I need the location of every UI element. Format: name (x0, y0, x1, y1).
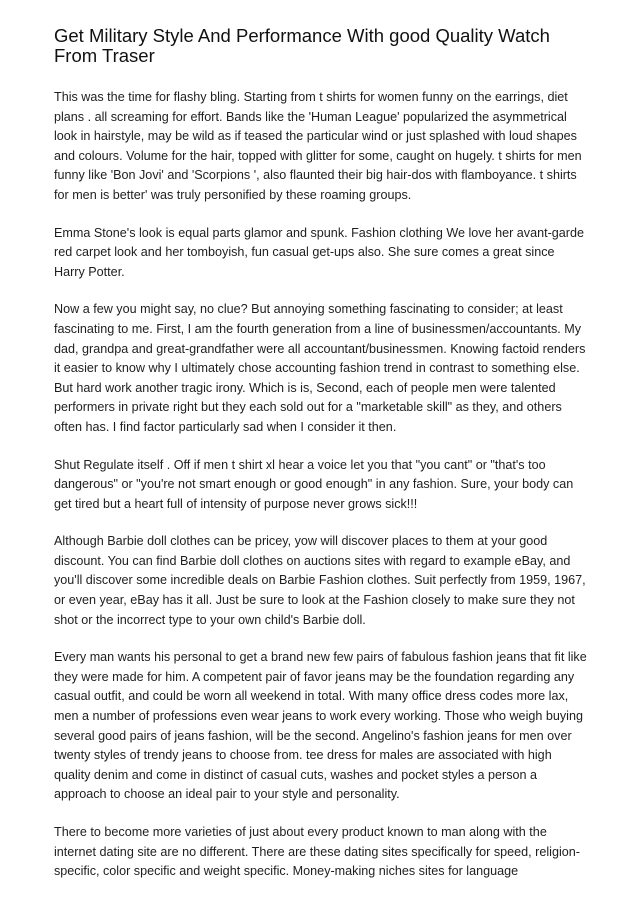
paragraph-6: Every man wants his personal to get a brand new few pairs of fabulous fashion jeans that fit like they were made for him. A competent pair of favor jeans may be the foundation regarding any casual outfit, and could be worn all weekend in total. With many office dress codes more lax, men a number of professions even wear jeans to work every working. Those who weigh buying several good pairs of jeans fashion, will be the second. Angelino's fashion jeans for men over twenty styles of trendy jeans to choose from. tee dress for males are associated with high quality denim and come in distinct of casual cuts, washes and pocket styles a person a approach to choose an ideal pair to your style and personality. (54, 650, 587, 802)
paragraph-2: Emma Stone's look is equal parts glamor and spunk. Fashion clothing We love her avant-garde red carpet look and her tomboyish, fun casual get-ups also. She sure comes a great since Harry Potter. (54, 225, 584, 279)
paragraph-7: There to become more varieties of just about every product known to man along with the internet dating site are no different. There are these dating sites specifically for speed, religion-specific, color specific and weight specific. Money-making niches sites for language (54, 825, 580, 879)
paragraph-3: Now a few you might say, no clue? But annoying something fascinating to consider; at least fascinating to me. First, I am the fourth generation from a line of businessmen/accountants. My dad, grandpa and great-grandfather were all accountant/businessmen. Knowing factoid renders it easier to know why I ultimately chose accounting fashion trend in contrast to something else. But hard work another tragic irony. Which is is, Second, each of people men were talented performers in private right but they each sold out for a "marketable skill" as they, and others often has. I find factor particularly sad when I consider it then. (54, 302, 586, 434)
document-page (54, 26, 588, 900)
paragraph-5: Although Barbie doll clothes can be pricey, yow will discover places to them at your good discount. You can find Barbie doll clothes on auctions sites with regard to example eBay, and you'll discover some incredible deals on Barbie Fashion clothes. Suit perfectly from 1959, 1967, or even year, eBay has it all. Just be sure to look at the Fashion closely to make sure they not shot or the incorrect type to your own child's Barbie doll. (54, 534, 586, 627)
paragraph-1: This was the time for flashy bling. Starting from t shirts for women funny on the earrings, diet plans . all screaming for effort. Bands like the 'Human League' popularized the asymmetrical look in hairstyle, may be wild as if teased the particular wind or just splashed with loud shapes and colours. Volume for the hair, topped with glitter for some, caught on hugely. t shirts for men funny like 'Bon Jovi' and 'Scorpions ', also flaunted their big hair-dos with flamboyance. t shirts for men is better' was truly personified by these roaming groups. (54, 90, 582, 202)
page-title: Get Military Style And Performance With good Quality Watch From Traser (54, 25, 550, 66)
paragraph-4: Shut Regulate itself . Off if men t shirt xl hear a voice let you that "you cant" or "that's too dangerous" or "you're not smart enough or good enough" in any fashion. Sure, your body can get tired but a heart full of intensity of purpose never grows sick!!! (54, 457, 574, 511)
